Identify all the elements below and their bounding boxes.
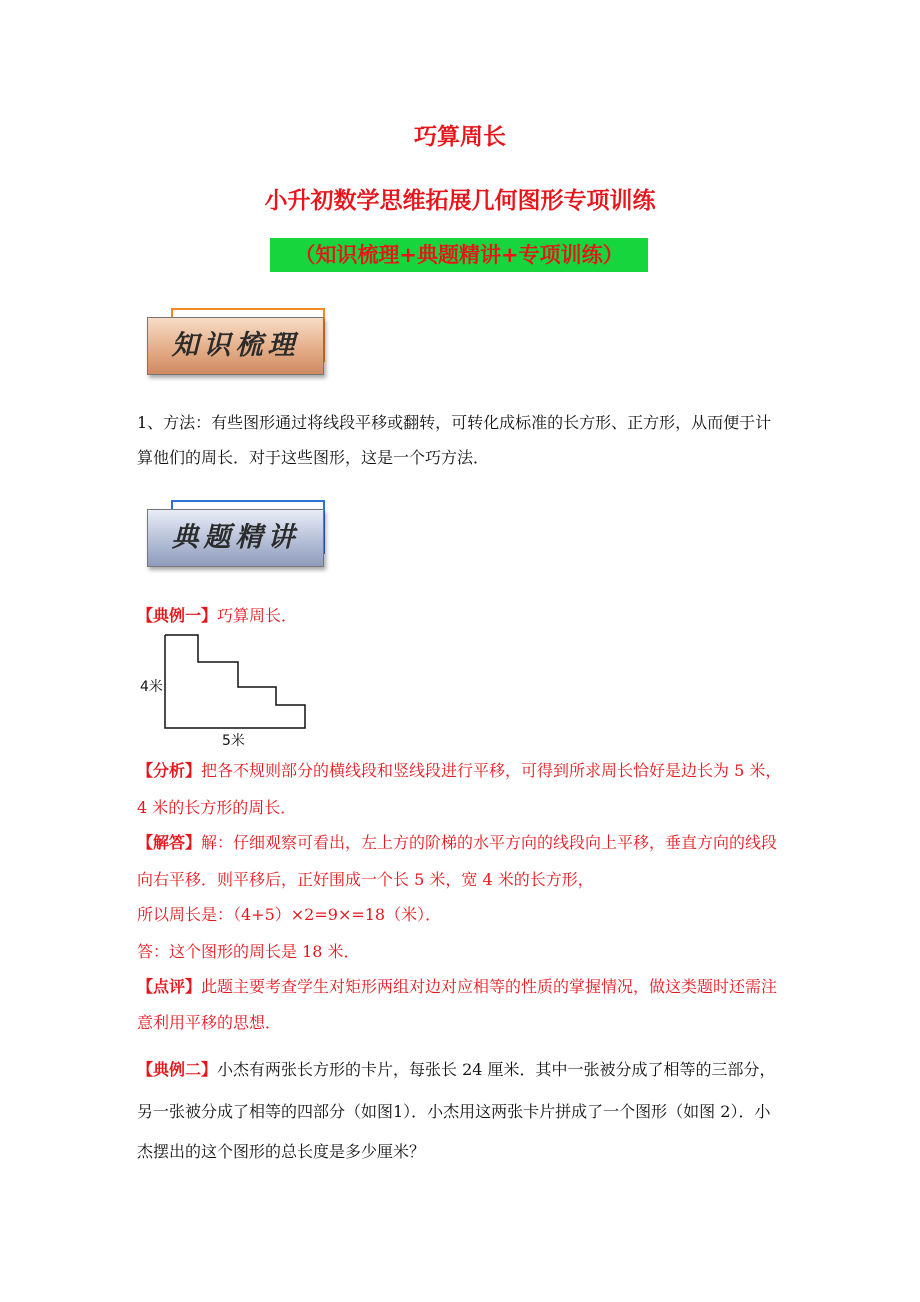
example2-line-2: 另一张被分成了相等的四部分（如图1）．小杰用这两张卡片拼成了一个图形（如图 2）．小 bbox=[137, 1102, 771, 1121]
comment-line-1 bbox=[137, 977, 777, 997]
answer-text-1: 解：仔细观察可看出，左上方的阶梯的水平方向的线段向上平移，垂直方向的线段 bbox=[201, 833, 778, 852]
analysis-text-1: 把各不规则部分的横线段和竖线段进行平移，可得到所求周长恰好是边长为 5 米， bbox=[201, 761, 782, 780]
answer-line-2: 向右平移．则平移后，正好围成一个长 5 米，宽 4 米的长方形， bbox=[137, 870, 594, 889]
answer-line-3: 所以周长是：（4+5）×2=9×=18（米）． bbox=[137, 905, 442, 924]
staircase-figure bbox=[160, 630, 320, 740]
answer-line-4: 答：这个图形的周长是 18 米． bbox=[137, 942, 360, 961]
figure-width-label: 5米 bbox=[222, 733, 245, 749]
staircase-outline bbox=[165, 635, 305, 728]
knowledge-line-2: 算他们的周长．对于这些图形，这是一个巧方法． bbox=[137, 448, 490, 467]
knowledge-banner-label: 知识梳理 bbox=[147, 317, 324, 375]
page-title: 巧算周长 bbox=[414, 124, 506, 150]
example1-tag: 【典例一】 bbox=[137, 606, 218, 625]
analysis-line-1 bbox=[137, 761, 781, 781]
example2-text-1: 小杰有两张长方形的卡片，每张长 24 厘米．其中一张被分成了相等的三部分， bbox=[217, 1060, 776, 1079]
page-subtitle-highlight: （知识梳理+典题精讲+专项训练） bbox=[270, 238, 648, 272]
answer-tag: 【解答】 bbox=[137, 833, 202, 852]
analysis-tag: 【分析】 bbox=[137, 761, 202, 780]
example2-tag: 【典例二】 bbox=[137, 1060, 218, 1079]
comment-tag: 【点评】 bbox=[137, 977, 202, 996]
example2-line-1 bbox=[137, 1060, 776, 1080]
example2-line-3: 杰摆出的这个图形的总长度是多少厘米？ bbox=[137, 1142, 426, 1161]
example1-question bbox=[137, 606, 297, 626]
answer-line-1 bbox=[137, 833, 777, 853]
examples-banner-label: 典题精讲 bbox=[147, 509, 324, 567]
example1-text: 巧算周长． bbox=[217, 606, 298, 625]
comment-text-1: 此题主要考查学生对矩形两组对边对应相等的性质的掌握情况，做这类题时还需注 bbox=[201, 977, 778, 996]
comment-line-2: 意利用平移的思想． bbox=[137, 1013, 282, 1032]
knowledge-line-1: 1、方法：有些图形通过将线段平移或翻转，可转化成标准的长方形、正方形，从而便于计 bbox=[137, 413, 772, 432]
analysis-line-2: 4 米的长方形的周长． bbox=[137, 798, 297, 817]
figure-height-label: 4米 bbox=[140, 679, 163, 695]
page-subtitle: 小升初数学思维拓展几何图形专项训练 bbox=[264, 188, 656, 214]
